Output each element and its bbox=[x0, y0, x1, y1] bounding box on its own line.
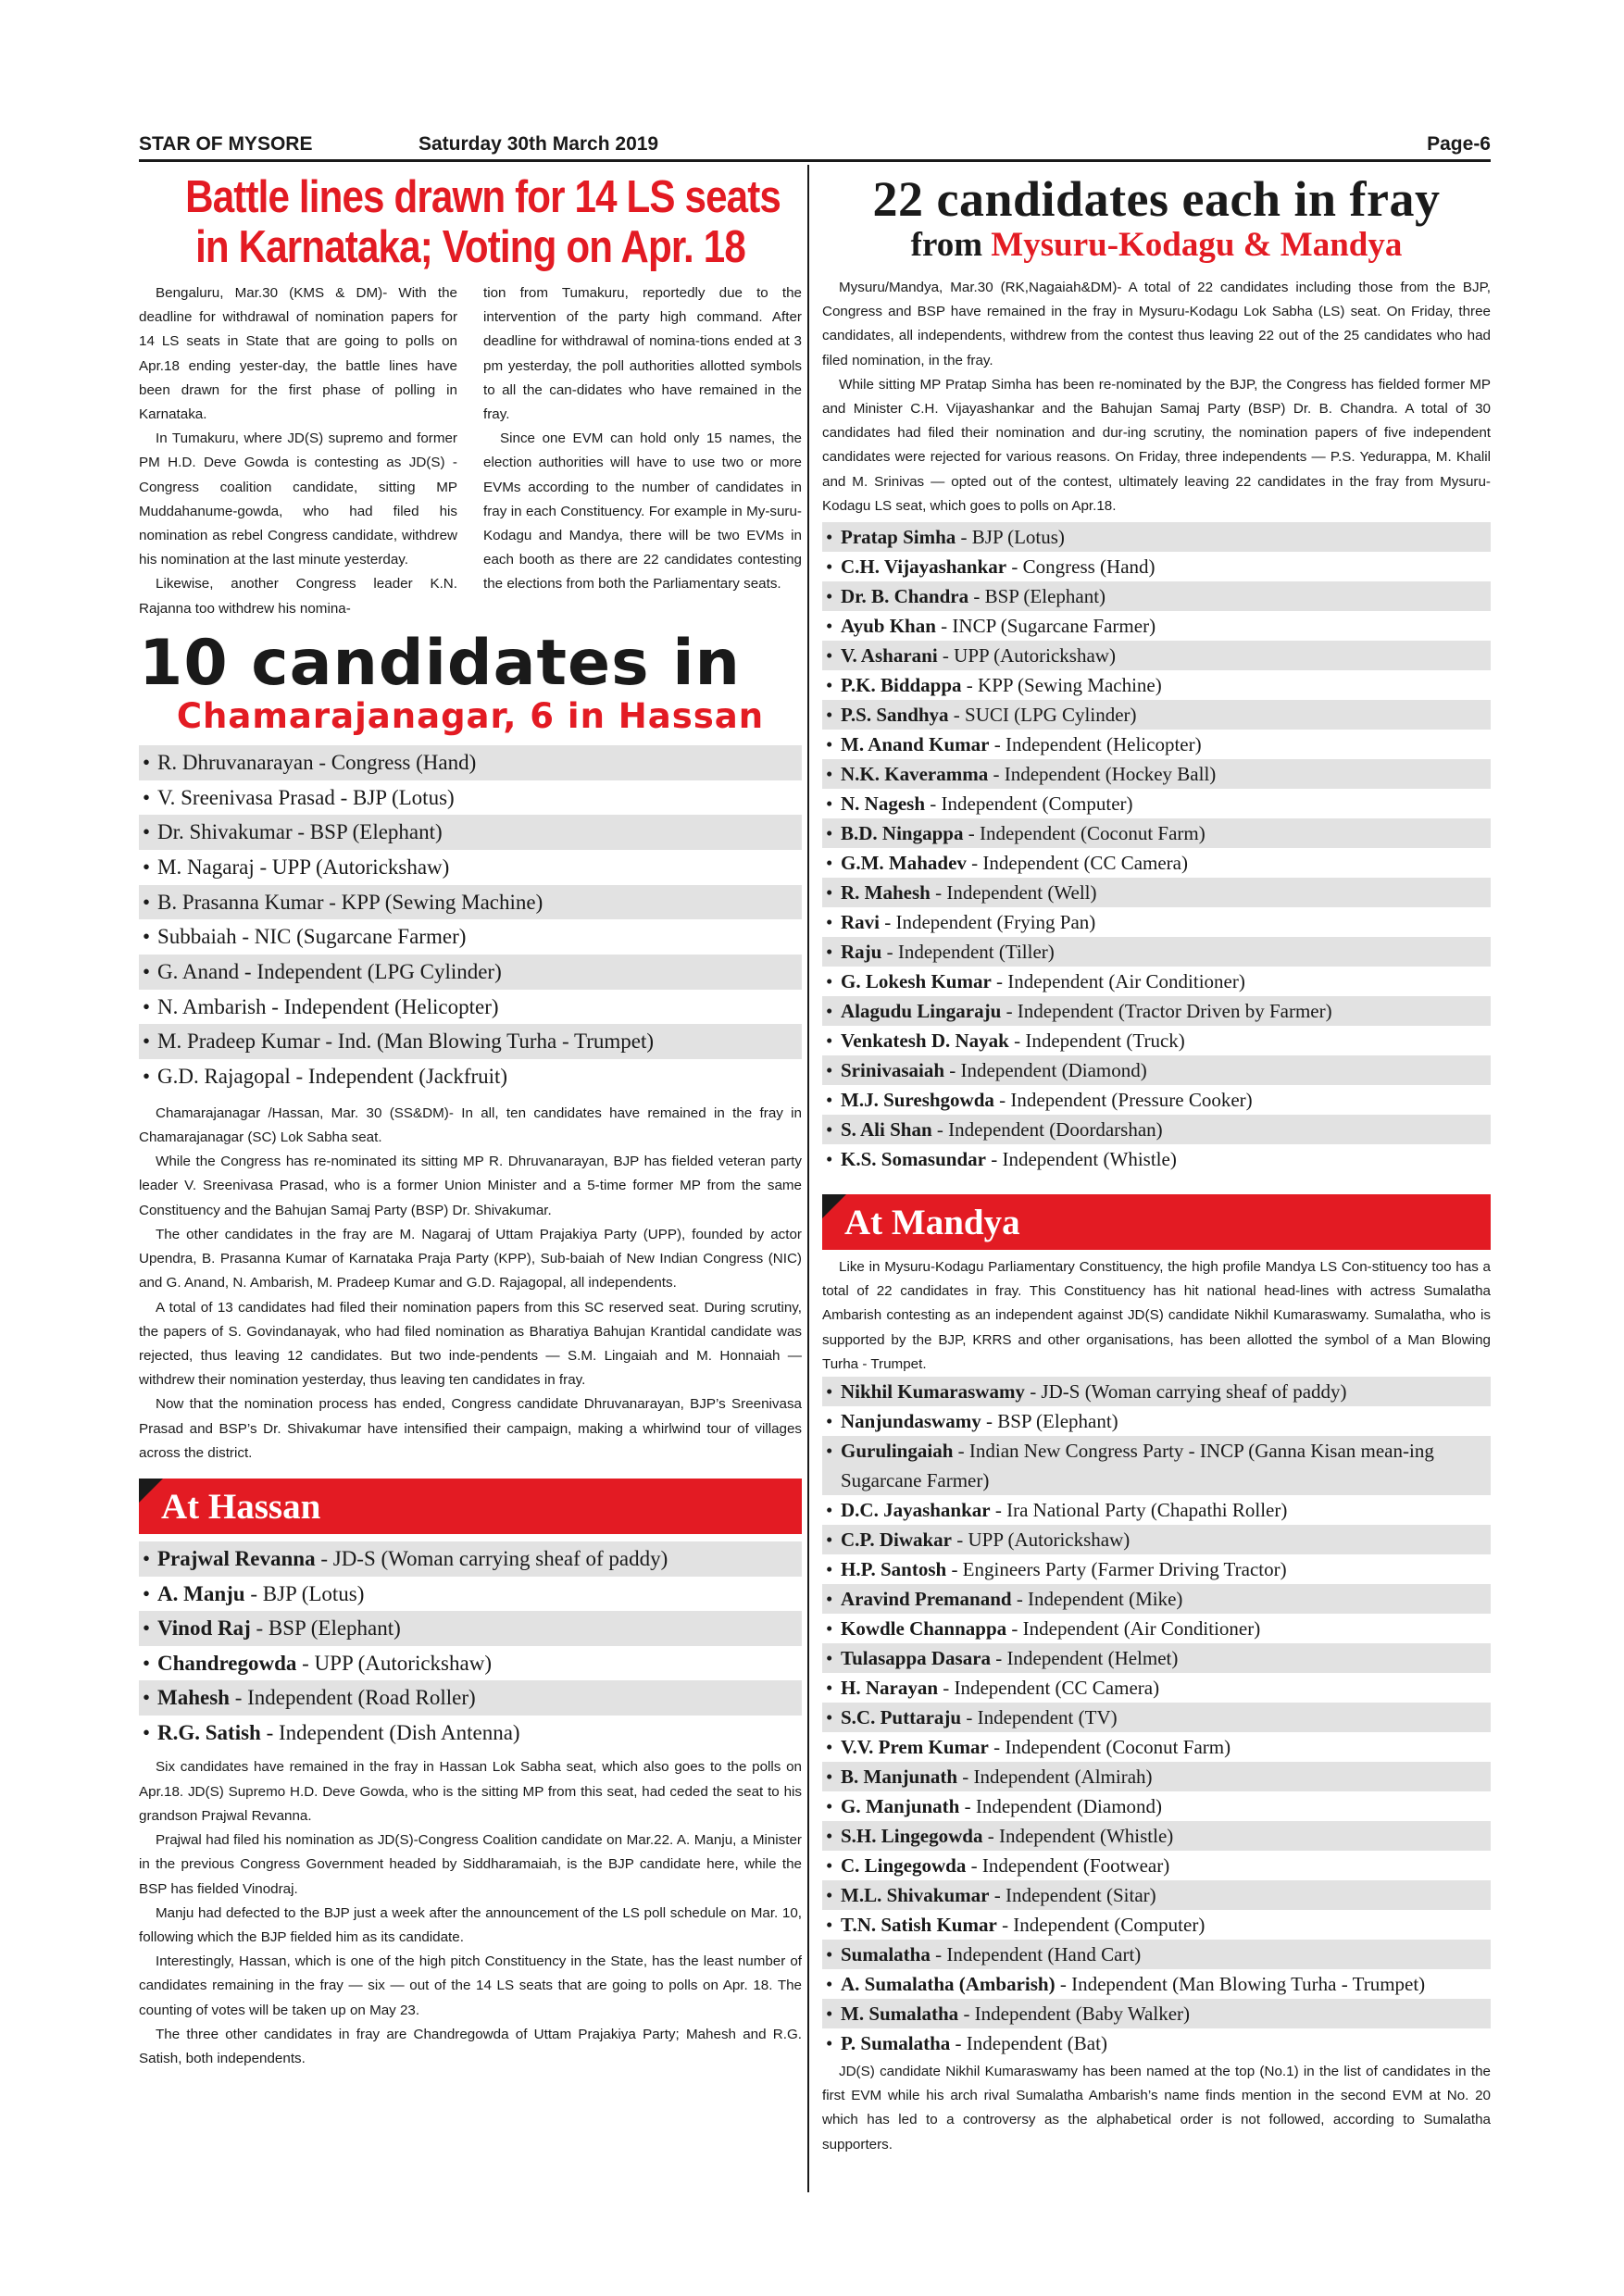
candidate-party-symbol: - Independent (Almirah) bbox=[957, 1766, 1153, 1789]
hassan-section-title: At Hassan bbox=[139, 1479, 802, 1534]
candidate-item bbox=[822, 1525, 1491, 1554]
story1-col2 bbox=[483, 281, 802, 621]
candidate-item bbox=[822, 1791, 1491, 1821]
candidate-party-symbol: - Indian New Congress Party - INCP (Ganna Kisan mean-ing Sugarcane Farmer) bbox=[841, 1440, 1434, 1492]
masthead bbox=[139, 128, 1491, 162]
candidate-name: M. Sumalatha bbox=[841, 2003, 959, 2026]
candidate-name: H.P. Santosh bbox=[841, 1558, 947, 1581]
candidate-item bbox=[822, 1406, 1491, 1436]
story2-para: Chamarajanagar /Hassan, Mar. 30 (SS&DM)- In all, ten candidates have remained in the fray in Chamarajanagar (SC) Lok Sabha seat. bbox=[139, 1104, 802, 1146]
candidate-name: N.K. Kaveramma bbox=[841, 763, 989, 786]
candidate-name: D.C. Jayashankar bbox=[841, 1499, 991, 1522]
candidate-party-symbol: - JD-S (Woman carrying sheaf of paddy) bbox=[1024, 1380, 1347, 1404]
candidate-name: Vinod Raj bbox=[157, 1616, 251, 1641]
candidate-item bbox=[822, 1643, 1491, 1673]
candidate-party-symbol: - Independent (CC Camera) bbox=[966, 852, 1188, 875]
candidate-item bbox=[139, 1680, 802, 1716]
mandya-para: JD(S) candidate Nikhil Kumaraswamy has been named at the top (No.1) in the list of candidates in the first EVM while his arch rival Sumalatha Ambarish’s name finds mention in the second EVM at No. 20 which has led to a controversy as the alphabetical order is not followed, according to Sumalatha supporters. bbox=[822, 2064, 1491, 2152]
candidate-item bbox=[822, 1999, 1491, 2028]
story2-para: A total of 13 candidates had filed their nomination papers from this SC reserved seat. During scrutiny, the papers of S. Govindanayak, who had filed nomination as Bharatiya Bahujan Krantidal candidate was rejected, thus leaving 12 candidates. But two inde-pendents — S.M. Lingaiah and M. Honnaiah — withdrew their nomination yesterday, thus leaving ten candidates in fray. bbox=[139, 1299, 802, 1389]
candidate-item bbox=[822, 878, 1491, 907]
candidate-item bbox=[139, 1646, 802, 1681]
candidate-name: Dr. B. Chandra bbox=[841, 585, 969, 608]
candidate-name: R. Mahesh bbox=[841, 881, 931, 905]
candidate-party-symbol: - Independent (Sitar) bbox=[989, 1884, 1156, 1907]
candidate-item bbox=[822, 1851, 1491, 1880]
candidate-party-symbol: - Independent (Footwear) bbox=[966, 1854, 1170, 1878]
headline-22-candidates: 22 candidates each in fray bbox=[872, 171, 1441, 227]
candidate-party-symbol: - Independent (Computer) bbox=[925, 792, 1133, 816]
candidate-name: Gurulingaiah bbox=[841, 1440, 954, 1463]
candidate-party-symbol: - BSP (Elephant) bbox=[250, 1616, 401, 1641]
candidate-name: Prajwal Revanna bbox=[157, 1546, 316, 1570]
candidate-name: M. Anand Kumar bbox=[841, 733, 990, 756]
paper-name: STAR OF MYSORE bbox=[139, 133, 313, 155]
candidate-name: Alagudu Lingaraju bbox=[841, 1000, 1002, 1023]
candidate-item bbox=[822, 996, 1491, 1026]
candidate-party-symbol: - Independent (Air Conditioner) bbox=[1006, 1617, 1261, 1641]
hassan-para: Prajwal had filed his nomination as JD(S)-Congress Coalition candidate on Mar.22. A. Manju, a Minister in the previous Congress Government headed by Siddharamaiah, is the BJP candidate here, while the BSP has fielded Vinodraj. bbox=[139, 1832, 802, 1897]
candidate-party-symbol: - Independent (Diamond) bbox=[944, 1059, 1147, 1082]
candidate-name: Nanjundaswamy bbox=[841, 1410, 981, 1433]
candidate-item bbox=[822, 1554, 1491, 1584]
candidate-item bbox=[822, 1732, 1491, 1762]
candidate-party-symbol: - SUCI (LPG Cylinder) bbox=[948, 704, 1137, 727]
right-column bbox=[822, 172, 1491, 2157]
candidate-name: N. Nagesh bbox=[841, 792, 926, 816]
candidate-item bbox=[822, 1115, 1491, 1144]
candidate-name: Sumalatha bbox=[841, 1943, 931, 1966]
section-mandya bbox=[822, 1194, 1491, 2157]
candidate-name: Aravind Premanand bbox=[841, 1588, 1012, 1611]
candidate-name: C. Lingegowda bbox=[841, 1854, 967, 1878]
hassan-para: Interestingly, Hassan, which is one of the high pitch Constituency in the State, has the least number of candidates remaining in the fray — six — out of the 14 LS seats that are going to polls on Apr. 18. The counting of votes will be taken up on May 23. bbox=[139, 1953, 802, 2018]
candidate-party-symbol: - Independent (Computer) bbox=[996, 1914, 1206, 1937]
candidate-party-symbol: - Independent (TV) bbox=[961, 1706, 1118, 1729]
candidate-party-symbol: - BSP (Elephant) bbox=[968, 585, 1106, 608]
candidate-name: Chandregowda bbox=[157, 1651, 297, 1675]
story1-para: Since one EVM can hold only 15 names, the election authorities will have to use two or more EVMs according to the number of candidates in fray in each Constituency. For example in My-suru-Kodagu and Mandya, there will be two EVMs in each booth as there are 22 candidates contesting the elections from both the Parliamentary seats. bbox=[483, 430, 802, 593]
hassan-body bbox=[139, 1755, 802, 2071]
candidate-name: A. Sumalatha (Ambarish) bbox=[841, 1973, 1056, 1996]
story1-para: In Tumakuru, where JD(S) supremo and former PM H.D. Deve Gowda is contesting as JD(S) - Congress coalition candidate, sitting MP Muddahanume-gowda, who had filed his nomination as rebel Congress candidate, withdrew his nomination at the last minute yesterday. bbox=[139, 430, 457, 568]
story1-para: tion from Tumakuru, reportedly due to the intervention of the party high command. After deadline for withdrawal of nomina-tions ended at 3 pm yesterday, the poll authorities allotted symbols to all the can-didates who have remained in the fray. bbox=[483, 285, 802, 423]
candidate-party-symbol: - INCP (Sugarcane Farmer) bbox=[935, 615, 1156, 638]
column-divider bbox=[807, 165, 809, 2192]
candidate-item bbox=[822, 670, 1491, 700]
section-hassan bbox=[139, 1479, 802, 2071]
candidate-party-symbol: - UPP (Autorickshaw) bbox=[296, 1651, 492, 1675]
candidate-item bbox=[822, 1969, 1491, 1999]
candidate-item bbox=[822, 641, 1491, 670]
candidate-name: P. Sumalatha bbox=[841, 2032, 951, 2055]
candidate-item bbox=[822, 1055, 1491, 1085]
candidate-party-symbol: - Independent (Baby Walker) bbox=[958, 2003, 1191, 2026]
candidate-name: Ayub Khan bbox=[841, 615, 936, 638]
candidate-item: • B. Prasanna Kumar - KPP (Sewing Machine) bbox=[139, 885, 802, 920]
candidate-party-symbol: - Engineers Party (Farmer Driving Tractor) bbox=[946, 1558, 1287, 1581]
story1-para: Likewise, another Congress leader K.N. Rajanna too withdrew his nomina- bbox=[139, 576, 457, 617]
candidate-party-symbol: - Independent (Helmet) bbox=[991, 1647, 1179, 1670]
subhead-from: from bbox=[910, 226, 992, 264]
candidate-party-symbol: - Independent (Diamond) bbox=[959, 1795, 1163, 1818]
candidate-party-symbol: - Independent (CC Camera) bbox=[938, 1677, 1160, 1700]
candidate-item: • G. Anand - Independent (LPG Cylinder) bbox=[139, 955, 802, 990]
candidate-item bbox=[822, 818, 1491, 848]
candidate-name: G. Manjunath bbox=[841, 1795, 960, 1818]
candidate-name: Pratap Simha bbox=[841, 526, 956, 549]
candidate-item bbox=[822, 1085, 1491, 1115]
mandya-para: Like in Mysuru-Kodagu Parliamentary Constituency, the high profile Mandya LS Con-stituency too has a total of 22 candidates in fray. This Constituency has hit national head-lines with actress Sumalatha Ambarish contesting as an independent against JD(S) candidate Nikhil Kumaraswamy. Sumalatha, who is supported by the BJP, KRRS and other organisations, has been allotted the symbol of a Man Blowing Turha - Trumpet. bbox=[822, 1259, 1491, 1372]
candidate-name: S.H. Lingegowda bbox=[841, 1825, 983, 1848]
story2-para: While the Congress has re-nominated its sitting MP R. Dhruvanarayan, BJP has fielded veteran party leader V. Sreenivasa Prasad, who is a former Union Minister and a 5-time former MP from the same Constituency and the Bahujan Samaj Party (BSP) Dr. Shivakumar. bbox=[139, 1154, 802, 1218]
story1-col1 bbox=[139, 281, 457, 621]
candidate-party-symbol: - Independent (Doordarshan) bbox=[931, 1118, 1163, 1142]
candidate-item bbox=[822, 848, 1491, 878]
candidate-name: K.S. Somasundar bbox=[841, 1148, 986, 1171]
story-battle-lines bbox=[139, 172, 802, 621]
story2-para: Now that the nomination process has ended, Congress candidate Dhruvanarayan, BJP’s Sreenivasa Prasad and BSP’s Dr. Shivakumar have intensified their campaign, making a whirlwind tour of villages across the district. bbox=[139, 1396, 802, 1461]
page-number: Page-6 bbox=[1427, 133, 1491, 155]
candidate-name: Ravi bbox=[841, 911, 880, 934]
candidate-party-symbol: - Independent (Hand Cart) bbox=[930, 1943, 1142, 1966]
candidate-item bbox=[822, 1495, 1491, 1525]
candidate-name: B. Manjunath bbox=[841, 1766, 958, 1789]
story3-body bbox=[822, 276, 1491, 518]
subhead-places: Mysuru-Kodagu & Mandya bbox=[991, 226, 1403, 264]
candidate-name: Nikhil Kumaraswamy bbox=[841, 1380, 1025, 1404]
candidate-party-symbol: - Independent (Helicopter) bbox=[989, 733, 1202, 756]
story2-body bbox=[139, 1102, 802, 1466]
candidate-party-symbol: - Independent (Dish Antenna) bbox=[260, 1720, 520, 1744]
story3-para: While sitting MP Pratap Simha has been re-nominated by the BJP, the Congress has fielded former MP and Minister C.H. Vijayashankar and the Bahujan Samaj Party (BSP) Dr. B. Chandra. A total of 30 candidates had filed their nomination and dur-ing scrutiny, the nomination papers of five independent candidates were rejected for various reasons. On Friday, three independents — P.S. Yedurappa, M. Khalil and M. Srinivas — opted out of the contest, ultimately leaving 22 candidates in the fray from Mysuru-Kodagu LS seat, which goes to polls on Apr.18. bbox=[822, 376, 1491, 514]
candidate-name: M.J. Sureshgowda bbox=[841, 1089, 994, 1112]
candidate-name: T.N. Satish Kumar bbox=[841, 1914, 997, 1937]
candidate-party-symbol: - Independent (Road Roller) bbox=[229, 1686, 476, 1710]
candidate-name: H. Narayan bbox=[841, 1677, 938, 1700]
candidate-item bbox=[822, 581, 1491, 611]
candidate-party-symbol: - Independent (Mike) bbox=[1011, 1588, 1183, 1611]
story2-para: The other candidates in the fray are M. Nagaraj of Uttam Prajakiya Party (UPP), founded by actor Upendra, B. Prasanna Kumar of Karnataka Praja Party (KPP), Sub-baiah of New Indian Congress (NIC) and G. Anand, N. Ambarish, M. Pradeep Kumar and G.D. Rajagopal, all independents. bbox=[139, 1226, 802, 1292]
candidate-item bbox=[822, 1821, 1491, 1851]
candidate-party-symbol: - Independent (Whistle) bbox=[985, 1148, 1177, 1171]
hassan-candidate-list bbox=[139, 1541, 802, 1751]
candidate-name: Kowdle Channappa bbox=[841, 1617, 1007, 1641]
candidate-name: A. Manju bbox=[157, 1581, 245, 1605]
candidate-party-symbol: - UPP (Autorickshaw) bbox=[951, 1529, 1131, 1552]
story3-para: Mysuru/Mandya, Mar.30 (RK,Nagaiah&DM)- A total of 22 candidates including those from the BJP, Congress and BSP have remained in the fray in Mysuru-Kodagu Lok Sabha (LS) seat. On Friday, three candidates, all independents, withdrew from the contest thus leaving 22 out of the 25 candidates who had filed nomination, in the fray. bbox=[822, 280, 1491, 368]
candidate-name: P.K. Biddappa bbox=[841, 674, 962, 697]
candidate-name: Raju bbox=[841, 941, 882, 964]
candidate-name: S. Ali Shan bbox=[841, 1118, 932, 1142]
story-mysuru-mandya bbox=[822, 172, 1491, 1174]
candidate-item bbox=[822, 552, 1491, 581]
candidate-name: Srinivasaiah bbox=[841, 1059, 945, 1082]
mysuru-candidate-list bbox=[822, 522, 1491, 1174]
mandya-body bbox=[822, 1255, 1491, 1377]
candidate-name: P.S. Sandhya bbox=[841, 704, 949, 727]
candidate-item bbox=[822, 522, 1491, 552]
candidate-item bbox=[822, 1026, 1491, 1055]
candidate-name: R.G. Satish bbox=[157, 1720, 261, 1744]
candidate-party-symbol: - Ira National Party (Chapathi Roller) bbox=[990, 1499, 1288, 1522]
candidate-party-symbol: - Independent (Pressure Cooker) bbox=[993, 1089, 1253, 1112]
candidate-item bbox=[822, 1144, 1491, 1174]
candidate-item bbox=[822, 759, 1491, 789]
candidate-item: • R. Dhruvanarayan - Congress (Hand) bbox=[139, 745, 802, 780]
candidate-name: V.V. Prem Kumar bbox=[841, 1736, 989, 1759]
candidate-item: • Dr. Shivakumar - BSP (Elephant) bbox=[139, 815, 802, 850]
mandya-body-2 bbox=[822, 2060, 1491, 2157]
candidate-party-symbol: - UPP (Autorickshaw) bbox=[937, 644, 1116, 668]
candidate-name: V. Asharani bbox=[841, 644, 938, 668]
candidate-item: • Subbaiah - NIC (Sugarcane Farmer) bbox=[139, 919, 802, 955]
candidate-item bbox=[822, 1940, 1491, 1969]
candidate-party-symbol: - Independent (Whistle) bbox=[982, 1825, 1174, 1848]
candidate-party-symbol: - Independent (Bat) bbox=[950, 2032, 1107, 2055]
candidate-item bbox=[822, 1880, 1491, 1910]
candidate-party-symbol: - Independent (Well) bbox=[930, 881, 1097, 905]
candidate-name: S.C. Puttaraju bbox=[841, 1706, 962, 1729]
candidate-item bbox=[139, 1611, 802, 1646]
candidate-item bbox=[822, 1673, 1491, 1703]
candidate-party-symbol: - BJP (Lotus) bbox=[244, 1581, 365, 1605]
candidate-party-symbol: - Independent (Frying Pan) bbox=[880, 911, 1096, 934]
issue-date: Saturday 30th March 2019 bbox=[418, 133, 659, 155]
hassan-para: Six candidates have remained in the fray in Hassan Lok Sabha seat, which also goes to the polls on Apr.18. JD(S) Supremo H.D. Deve Gowda, who is the sitting MP from this seat, had ceded the seat to his grandson Prajwal Revanna. bbox=[139, 1759, 802, 1824]
candidate-item bbox=[822, 1584, 1491, 1614]
candidate-name: C.H. Vijayashankar bbox=[841, 555, 1007, 579]
subhead-chamarajanagar: Chamarajanagar, 6 in Hassan bbox=[176, 695, 765, 736]
candidate-item bbox=[822, 789, 1491, 818]
subhead-mysuru-mandya bbox=[822, 226, 1491, 265]
candidate-item bbox=[139, 1541, 802, 1577]
candidate-item bbox=[139, 1577, 802, 1612]
candidate-party-symbol: - Independent (Tiller) bbox=[881, 941, 1055, 964]
hassan-para: Manju had defected to the BJP just a week after the announcement of the LS poll schedule on Mar. 10, following which the BJP fielded him as its candidate. bbox=[139, 1904, 802, 1945]
candidate-item bbox=[822, 1703, 1491, 1732]
candidate-item: • M. Pradeep Kumar - Ind. (Man Blowing Turha - Trumpet) bbox=[139, 1024, 802, 1059]
candidate-party-symbol: - KPP (Sewing Machine) bbox=[961, 674, 1162, 697]
hassan-para: The three other candidates in fray are Chandregowda of Uttam Prajakiya Party; Mahesh and R.G. Satish, both independents. bbox=[139, 2026, 802, 2066]
candidate-item: • M. Nagaraj - UPP (Autorickshaw) bbox=[139, 850, 802, 885]
candidate-item bbox=[822, 967, 1491, 996]
candidate-item bbox=[822, 937, 1491, 967]
candidate-party-symbol: - Independent (Coconut Farm) bbox=[963, 822, 1206, 845]
headline-10-candidates: 10 candidates in bbox=[139, 626, 741, 700]
candidate-party-symbol: - BSP (Elephant) bbox=[981, 1410, 1118, 1433]
candidate-item: • G.D. Rajagopal - Independent (Jackfruit) bbox=[139, 1059, 802, 1094]
left-column bbox=[139, 172, 802, 2071]
story1-body bbox=[139, 281, 802, 621]
headline-battle-lines-1: Battle lines drawn for 14 LS seats bbox=[185, 172, 781, 222]
candidate-party-symbol: - Independent (Air Conditioner) bbox=[991, 970, 1245, 993]
candidate-item bbox=[822, 1910, 1491, 1940]
candidate-party-symbol: - Independent (Hockey Ball) bbox=[988, 763, 1217, 786]
candidate-party-symbol: - Independent (Man Blowing Turha - Trumpet) bbox=[1055, 1973, 1426, 1996]
newspaper-page bbox=[139, 128, 1491, 2192]
candidate-name: C.P. Diwakar bbox=[841, 1529, 952, 1552]
candidate-name: G.M. Mahadev bbox=[841, 852, 967, 875]
story-chamarajanagar bbox=[139, 626, 802, 1466]
candidate-item bbox=[822, 1614, 1491, 1643]
candidate-party-symbol: - Congress (Hand) bbox=[1006, 555, 1156, 579]
candidate-item bbox=[822, 730, 1491, 759]
story1-para: Bengaluru, Mar.30 (KMS & DM)- With the deadline for withdrawal of nomination papers for 14 LS seats in State that are going to polls on Apr.18 ending yester-day, the battle lines have been drawn for the first phase of polling in Karnataka. bbox=[139, 285, 457, 423]
mandya-candidate-list bbox=[822, 1377, 1491, 2058]
candidate-name: B.D. Ningappa bbox=[841, 822, 964, 845]
candidate-item bbox=[822, 611, 1491, 641]
candidate-name: M.L. Shivakumar bbox=[841, 1884, 990, 1907]
candidate-item bbox=[822, 1762, 1491, 1791]
candidate-item bbox=[822, 907, 1491, 937]
headline-battle-lines-2: in Karnataka; Voting on Apr. 18 bbox=[195, 222, 745, 272]
candidate-party-symbol: - Independent (Coconut Farm) bbox=[988, 1736, 1231, 1759]
candidate-item bbox=[139, 1716, 802, 1751]
candidate-party-symbol: - BJP (Lotus) bbox=[956, 526, 1065, 549]
candidate-name: G. Lokesh Kumar bbox=[841, 970, 992, 993]
candidate-party-symbol: - JD-S (Woman carrying sheaf of paddy) bbox=[315, 1546, 668, 1570]
candidate-item bbox=[822, 1377, 1491, 1406]
candidate-name: Mahesh bbox=[157, 1686, 230, 1710]
candidate-party-symbol: - Independent (Tractor Driven by Farmer) bbox=[1001, 1000, 1332, 1023]
candidate-item bbox=[822, 2028, 1491, 2058]
candidate-item bbox=[822, 1436, 1491, 1495]
candidate-party-symbol: - Independent (Truck) bbox=[1008, 1029, 1185, 1053]
candidate-name: Tulasappa Dasara bbox=[841, 1647, 992, 1670]
candidate-item bbox=[822, 700, 1491, 730]
candidate-item: • N. Ambarish - Independent (Helicopter) bbox=[139, 990, 802, 1025]
chamarajanagar-candidate-list bbox=[139, 745, 802, 1094]
candidate-item: • V. Sreenivasa Prasad - BJP (Lotus) bbox=[139, 780, 802, 816]
mandya-section-title: At Mandya bbox=[822, 1194, 1491, 1250]
candidate-name: Venkatesh D. Nayak bbox=[841, 1029, 1009, 1053]
